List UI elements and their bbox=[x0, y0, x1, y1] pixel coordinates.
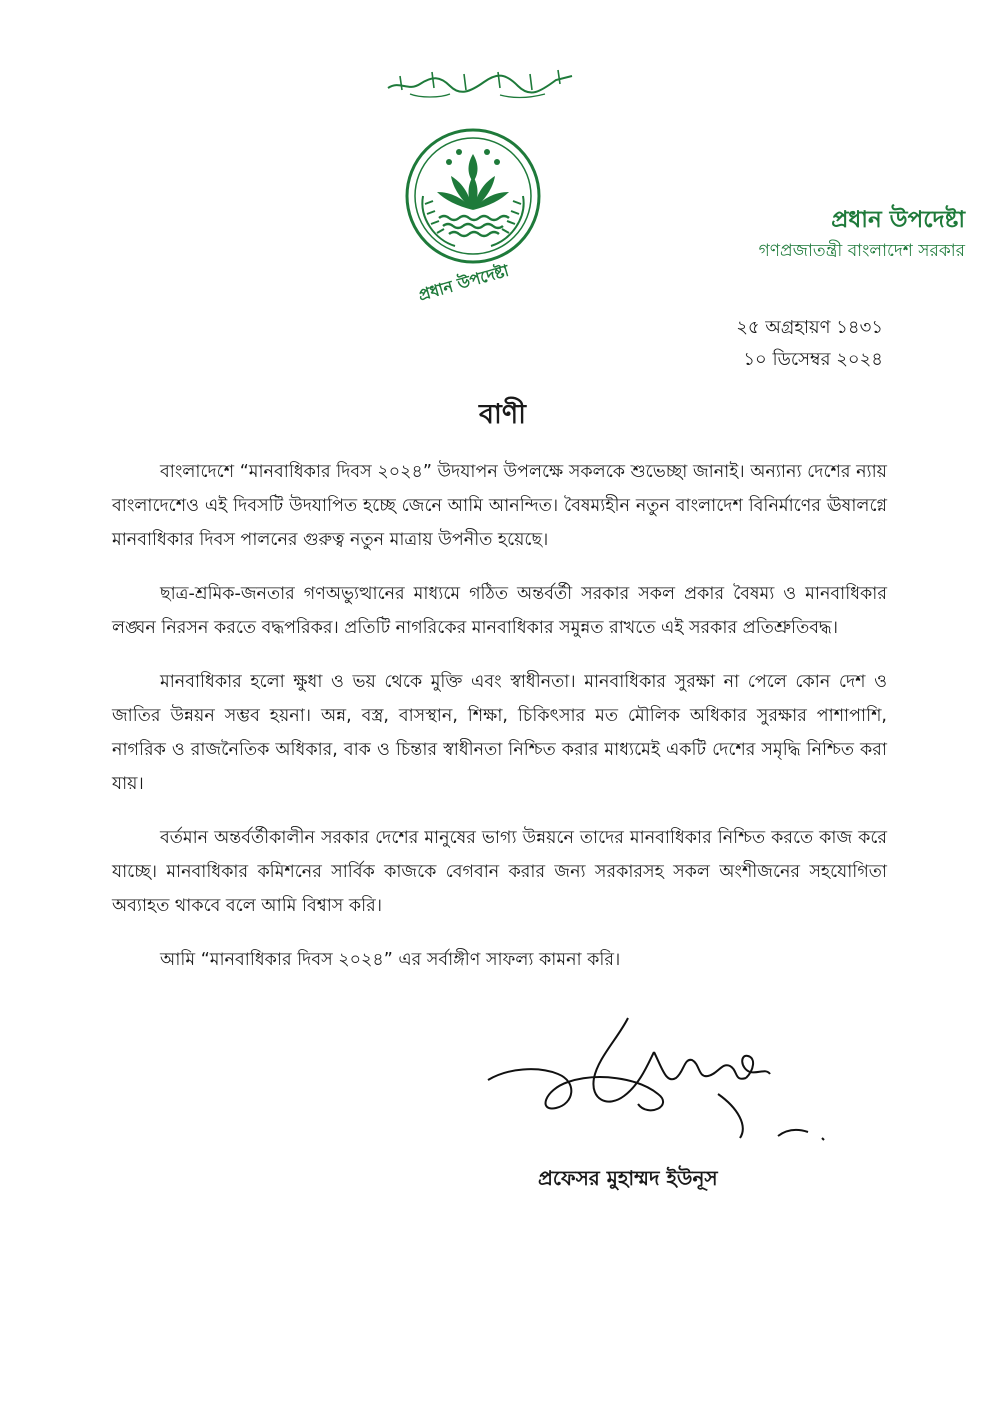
message-title: বাণী bbox=[479, 399, 526, 430]
bangla-date: ২৫ অগ্রহায়ণ ১৪৩১ bbox=[736, 317, 883, 338]
date-block bbox=[736, 312, 883, 376]
bismillah-calligraphy bbox=[380, 62, 580, 102]
message-paragraph-1: বাংলাদেশে “মানবাধিকার দিবস ২০২৪” উদযাপন উপলক্ষে সকলকে শুভেচ্ছা জানাই। অন্যান্য দেশের ন্যায় বাংলাদেশেও এই দিবসটি উদযাপিত হচ্ছে জেনে আমি আনন্দিত। বৈষম্যহীন নতুন বাংলাদেশ বিনির্মাণের ঊষালগ্নে মানবাধিকার দিবস পালনের গুরুত্ব নতুন মাত্রায় উপনীত হয়েছে। bbox=[112, 462, 887, 550]
office-heading bbox=[759, 205, 965, 265]
message-paragraph-4: বর্তমান অন্তর্বর্তীকালীন সরকার দেশের মানুষের ভাগ্য উন্নয়নে তাদের মানবাধিকার নিশ্চিত করতে কাজ করে যাচ্ছে। মানবাধিকার কমিশনের সার্বিক কাজকে বেগবান করার জন্য সরকারসহ সকল অংশীজনের সহযোগিতা অব্যাহত থাকবে বলে আমি বিশ্বাস করি। bbox=[112, 828, 887, 916]
government-emblem bbox=[395, 118, 565, 308]
emblem-caption: প্রধান উপদেষ্টা bbox=[416, 260, 511, 305]
message-body bbox=[112, 455, 887, 997]
office-subtitle: গণপ্রজাতন্ত্রী বাংলাদেশ সরকার bbox=[758, 241, 965, 261]
message-paragraph-5: আমি “মানবাধিকার দিবস ২০২৪” এর সর্বাঙ্গীণ সাফল্য কামনা করি। bbox=[160, 950, 621, 970]
handwritten-signature bbox=[478, 1008, 838, 1158]
signatory-name: প্রফেসর মুহাম্মদ ইউনূস bbox=[538, 1166, 718, 1190]
office-title: প্রধান উপদেষ্টা bbox=[831, 207, 965, 233]
gregorian-date: ১০ ডিসেম্বর ২০২৪ bbox=[743, 349, 883, 370]
message-paragraph-2: ছাত্র-শ্রমিক-জনতার গণঅভ্যুত্থানের মাধ্যমে গঠিত অন্তর্বর্তী সরকার সকল প্রকার বৈষম্য ও মানবাধিকার লঙ্ঘন নিরসন করতে বদ্ধপরিকর। প্রতিটি নাগরিকের মানবাধিকার সমুন্নত রাখতে এই সরকার প্রতিশ্রুতিবদ্ধ। bbox=[112, 584, 887, 638]
message-paragraph-3: মানবাধিকার হলো ক্ষুধা ও ভয় থেকে মুক্তি এবং স্বাধীনতা। মানবাধিকার সুরক্ষা না পেলে কোন দেশ ও জাতির উন্নয়ন সম্ভব হয়না। অন্ন, বস্ত্র, বাসস্থান, শিক্ষা, চিকিৎসার মত মৌলিক অধিকার সুরক্ষার পাশাপাশি, নাগরিক ও রাজনৈতিক অধিকার, বাক ও চিন্তার স্বাধীনতা নিশ্চিত করার মাধ্যমেই একটি দেশের সমৃদ্ধি নিশ্চিত করা যায়। bbox=[112, 672, 887, 794]
